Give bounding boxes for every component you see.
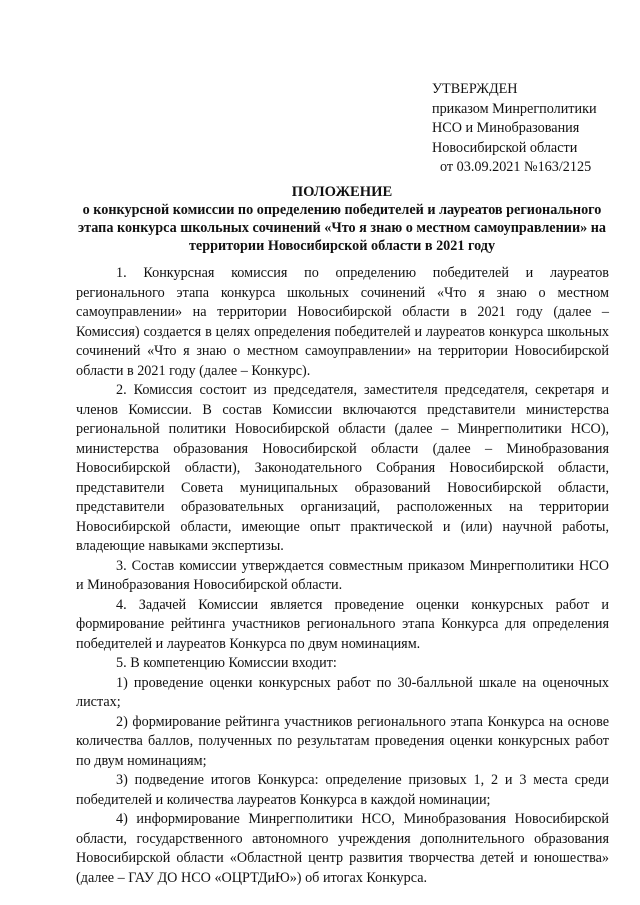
approval-line-date: от 03.09.2021 №163/2125 bbox=[440, 159, 592, 175]
paragraph-2: 2. Комиссия состоит из председателя, заместителя председателя, секретаря и членов Комиссии. В состав Комиссии включаются представители министерства региональной политики Новосибирской области (далее – Минрегполитики НСО), министерства образования Новосибирской области (далее – Минобразования Новосибирской области), Законодательного Собрания Новосибирской области, представители Совета муниципальных образований Новосибирской области, представители образовательных организаций, расположенных на территории Новосибирской области, имеющие опыт практической и (или) научной работы, владеющие навыками экспертизы. bbox=[76, 382, 609, 554]
list-item-3: 3) подведение итогов Конкурса: определение призовых 1, 2 и 3 места среди победителей и количества лауреатов Конкурса в каждой номинации; bbox=[76, 772, 609, 808]
paragraph-5: 5. В компетенцию Комиссии входит: bbox=[116, 655, 337, 671]
approval-line-ministries: НСО и Минобразования bbox=[432, 120, 580, 136]
approval-line-approved: УТВЕРЖДЕН bbox=[432, 81, 518, 97]
list-item-1: 1) проведение оценки конкурсных работ по 30-балльной шкале на оценочных листах; bbox=[76, 674, 609, 710]
paragraph-4: 4. Задачей Комиссии является проведение оценки конкурсных работ и формирование рейтинга участников регионального этапа Конкурса для определения победителей и лауреатов Конкурса по двум номинациям. bbox=[76, 596, 609, 652]
paragraph-1: 1. Конкурсная комиссия по определению победителей и лауреатов регионального этапа конкурса школьных сочинений «Что я знаю о местном самоуправлении» на территории Новосибирской области в 2021 году (далее – Комиссия) создается в целях определения победителей и лауреатов конкурса школьных сочинений «Что я знаю о местном самоуправлении» на территории Новосибирской области в 2021 году (далее – Конкурс). bbox=[76, 265, 609, 379]
document-title-block bbox=[76, 183, 608, 255]
document-subtitle: о конкурсной комиссии по определению победителей и лауреатов регионального этапа конкурса школьных сочинений «Что я знаю о местном самоуправлении» на территории Новосибирской области в 2021 году bbox=[77, 202, 607, 254]
approval-line-order: приказом Минрегполитики bbox=[432, 100, 597, 117]
paragraph-3: 3. Состав комиссии утверждается совместным приказом Минрегполитики НСО и Минобразования Новосибирской области. bbox=[76, 557, 609, 593]
approval-stamp-block bbox=[432, 80, 632, 178]
document-title: ПОЛОЖЕНИЕ bbox=[291, 184, 393, 200]
document-body bbox=[76, 264, 609, 888]
approval-line-region: Новосибирской области bbox=[432, 139, 578, 156]
list-item-4: 4) информирование Минрегполитики НСО, Минобразования Новосибирской области, государственного автономного учреждения дополнительного образования Новосибирской области «Областной центр развития творчества детей и юношества» (далее – ГАУ ДО НСО «ОЦРТДиЮ») об итогах Конкурса. bbox=[76, 811, 609, 886]
list-item-2: 2) формирование рейтинга участников регионального этапа Конкурса на основе количества баллов, полученных по результатам проведения оценки конкурсных работ по двум номинациям; bbox=[76, 713, 609, 769]
